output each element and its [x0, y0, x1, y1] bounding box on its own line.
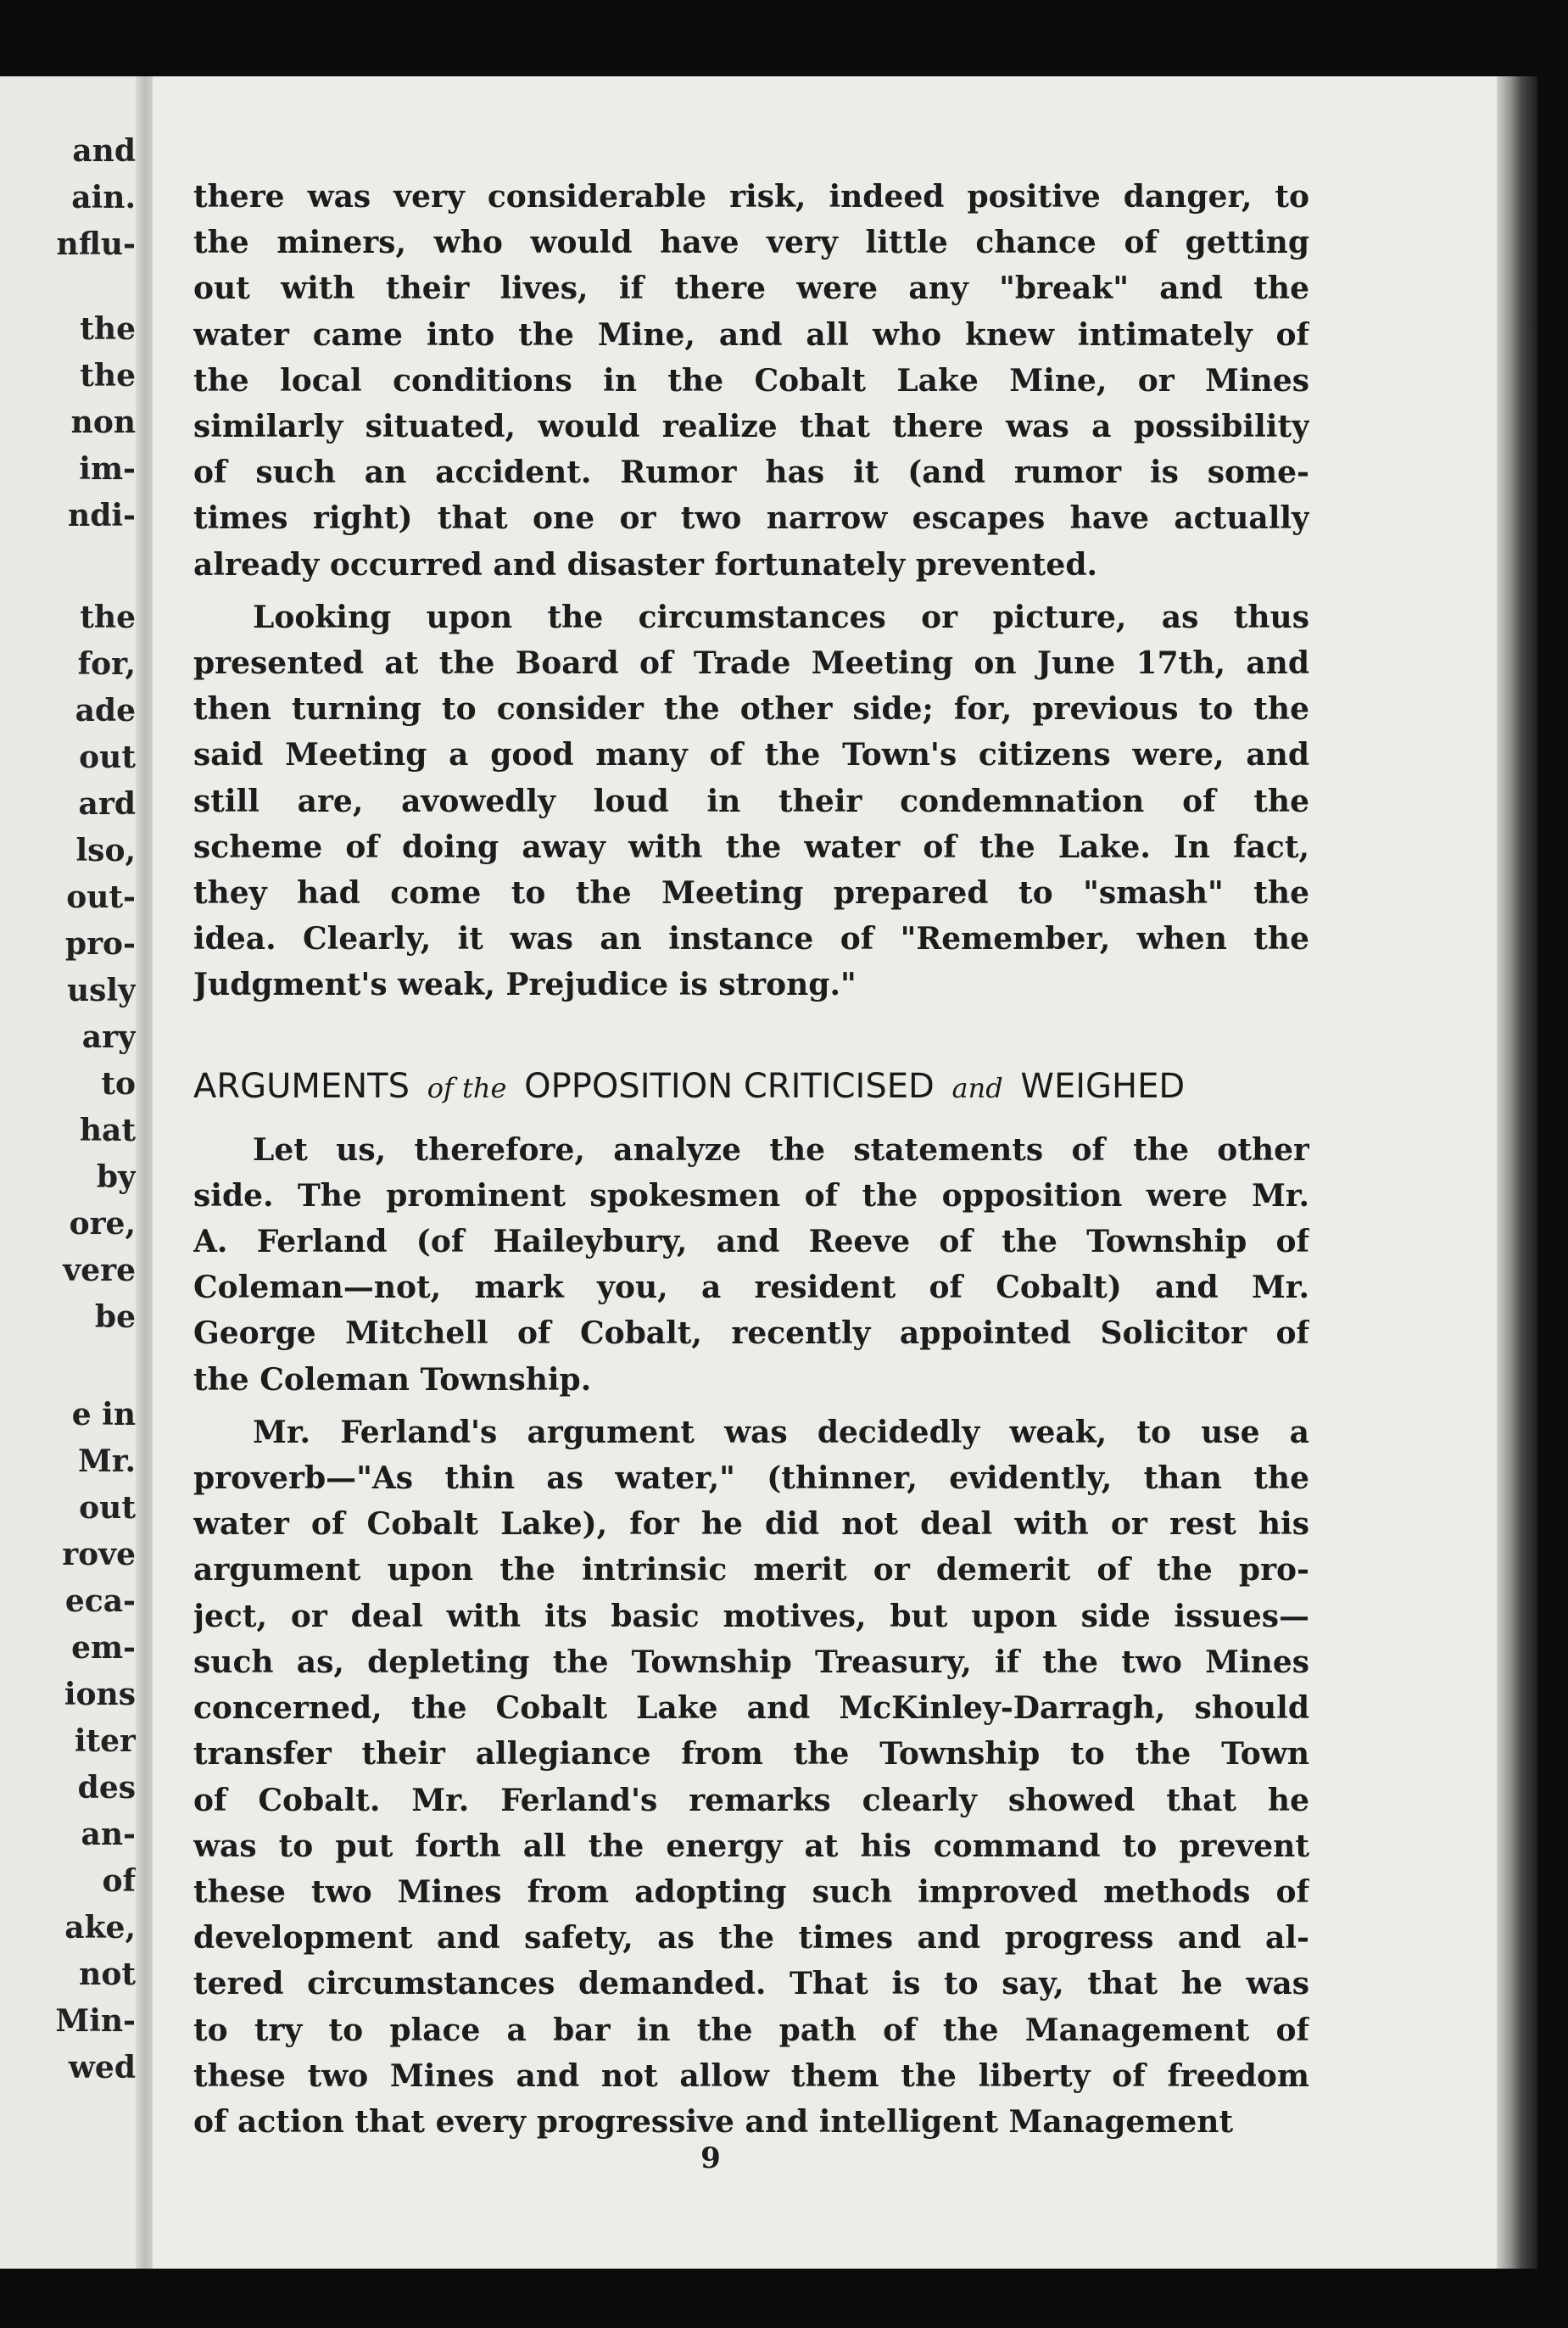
left-page-text-fragment: e in — [71, 1397, 136, 1432]
text-line: then turning to consider the other side; for, previous to the — [193, 691, 1309, 728]
left-page-text-fragment: ore, — [69, 1206, 136, 1242]
text-line: Looking upon the circumstances or picture, as thus — [253, 599, 1309, 635]
text-line: George Mitchell of Cobalt, recently appointed Solicitor of — [193, 1315, 1309, 1352]
paragraph-4 — [193, 1410, 1309, 2145]
heading-part-1: ARGUMENTS — [193, 1066, 410, 1106]
left-page-text-fragment: ndi- — [68, 498, 136, 533]
left-page-text-fragment: non — [70, 405, 136, 440]
text-line: the Coleman Township. — [193, 1361, 592, 1398]
left-page-text-fragment: nflu- — [56, 226, 136, 262]
left-page-text-fragment: ard — [78, 786, 136, 822]
left-page-text-fragment: ade — [75, 693, 136, 729]
left-page-text-fragment: ary — [81, 1019, 136, 1055]
text-line: these two Mines from adopting such improved methods of — [193, 1873, 1309, 1910]
left-page-text-fragment: be — [94, 1299, 136, 1335]
heading-connector-1: of the — [427, 1071, 507, 1104]
left-page-text-fragment: lso, — [75, 833, 136, 868]
left-page-text-fragment: to — [101, 1066, 136, 1102]
paragraph-1 — [193, 174, 1309, 588]
left-page-text-fragment: and — [72, 133, 136, 169]
text-line: development and safety, as the times and progress and al- — [193, 1920, 1309, 1957]
left-page-text-fragment: Mr. — [77, 1443, 136, 1479]
text-line: to try to place a bar in the path of the Management of — [193, 2012, 1309, 2048]
text-line: was to put forth all the energy at his command to prevent — [193, 1828, 1309, 1864]
text-line: Mr. Ferland's argument was decidedly weak, to use a — [253, 1414, 1309, 1450]
text-line: transfer their allegiance from the Township to the Town — [193, 1736, 1309, 1773]
left-page-text-fragment: im- — [79, 451, 136, 487]
text-line: water came into the Mine, and all who knew intimately of — [193, 316, 1309, 353]
text-line: presented at the Board of Trade Meeting on June 17th, and — [193, 645, 1309, 682]
left-page-text-fragment: usly — [66, 973, 136, 1008]
text-line: these two Mines and not allow them the liberty of freedom — [193, 2057, 1309, 2094]
text-line: the miners, who would have very little chance of getting — [193, 225, 1309, 261]
paragraph-3 — [193, 1127, 1309, 1403]
text-line: of Cobalt. Mr. Ferland's remarks clearly showed that he — [193, 1782, 1309, 1818]
text-line: already occurred and disaster fortunately prevented. — [193, 546, 1098, 583]
text-line: of action that every progressive and intelligent Management — [193, 2103, 1234, 2140]
page-number: 9 — [700, 2141, 721, 2175]
text-line: they had come to the Meeting prepared to "smash" the — [193, 875, 1309, 912]
left-page-text-fragment: ain. — [71, 180, 136, 215]
text-line: times right) that one or two narrow escapes have actually — [193, 500, 1309, 537]
left-page-text-fragment: wed — [68, 2050, 136, 2085]
text-line: still are, avowedly loud in their condemnation of the — [193, 783, 1309, 819]
text-line: side. The prominent spokesmen of the opposition were Mr. — [193, 1177, 1309, 1214]
text-line: proverb—"As thin as water," (thinner, evidently, than the — [193, 1460, 1309, 1497]
left-page-text-fragment: ions — [64, 1677, 136, 1712]
heading-part-3: WEIGHED — [1020, 1066, 1186, 1106]
text-line: said Meeting a good many of the Town's citizens were, and — [193, 737, 1309, 773]
left-page-text-fragment: for, — [77, 646, 136, 682]
text-line: ject, or deal with its basic motives, but upon side issues— — [193, 1598, 1309, 1634]
left-page-text-fragment: rove — [62, 1537, 136, 1572]
text-line: the local conditions in the Cobalt Lake Mine, or Mines — [193, 362, 1309, 399]
text-line: water of Cobalt Lake), for he did not deal with or rest his — [193, 1506, 1309, 1543]
left-page-text-fragment: hat — [79, 1113, 136, 1148]
left-page-text-fragment: out — [79, 740, 136, 775]
left-page-text-fragment: iter — [74, 1723, 136, 1759]
page-content — [193, 174, 1309, 2145]
left-page-edge — [0, 76, 153, 2269]
text-line: argument upon the intrinsic merit or demerit of the pro- — [193, 1552, 1309, 1588]
text-line: Let us, therefore, analyze the statements of the other — [253, 1131, 1309, 1168]
left-page-text-fragment: the — [80, 311, 136, 347]
heading-part-2: OPPOSITION CRITICISED — [524, 1066, 935, 1106]
left-page-text-fragment: not — [79, 1957, 136, 1992]
left-page-text-fragment: ake, — [64, 1910, 136, 1946]
left-page-text-fragment: an- — [81, 1817, 136, 1852]
text-line: out with their lives, if there were any "break" and the — [193, 271, 1309, 307]
left-page-text-fragment: out- — [66, 879, 136, 915]
text-line: there was very considerable risk, indeed positive danger, to — [193, 179, 1309, 215]
text-line: such as, depleting the Township Treasury, if the two Mines — [193, 1644, 1309, 1680]
left-page-text-fragment: em- — [71, 1630, 136, 1666]
text-line: of such an accident. Rumor has it (and rumor is some- — [193, 455, 1309, 491]
left-page-text-fragment: pro- — [64, 926, 136, 962]
left-page-text-fragment: eca- — [64, 1583, 136, 1619]
page-stack-edge — [1497, 76, 1537, 2269]
left-page-text-fragment: the — [80, 358, 136, 394]
text-line: tered circumstances demanded. That is to say, that he was — [193, 1966, 1309, 2002]
left-page-text-fragment: Min- — [55, 2003, 136, 2039]
text-line: A. Ferland (of Haileybury, and Reeve of the Township of — [193, 1224, 1309, 1260]
heading-connector-2: and — [951, 1071, 1003, 1104]
text-line: concerned, the Cobalt Lake and McKinley-Darragh, should — [193, 1690, 1309, 1727]
text-line: idea. Clearly, it was an instance of "Remember, when the — [193, 921, 1309, 957]
section-heading — [193, 1061, 1309, 1114]
text-line: Coleman—not, mark you, a resident of Cobalt) and Mr. — [193, 1270, 1309, 1306]
left-page-text-fragment: of — [102, 1863, 136, 1899]
left-page-text-fragment: by — [96, 1159, 136, 1195]
left-page-text-fragment: des — [77, 1770, 136, 1806]
paragraph-2 — [193, 595, 1309, 1008]
left-page-text-fragment: out — [79, 1490, 136, 1526]
right-page — [153, 76, 1509, 2269]
left-page-text-fragment: vere — [63, 1253, 136, 1288]
left-page-text-fragment: the — [80, 600, 136, 635]
text-line: similarly situated, would realize that there was a possibility — [193, 409, 1309, 445]
text-line: scheme of doing away with the water of the Lake. In fact, — [193, 829, 1309, 865]
text-line: Judgment's weak, Prejudice is strong." — [193, 967, 857, 1003]
